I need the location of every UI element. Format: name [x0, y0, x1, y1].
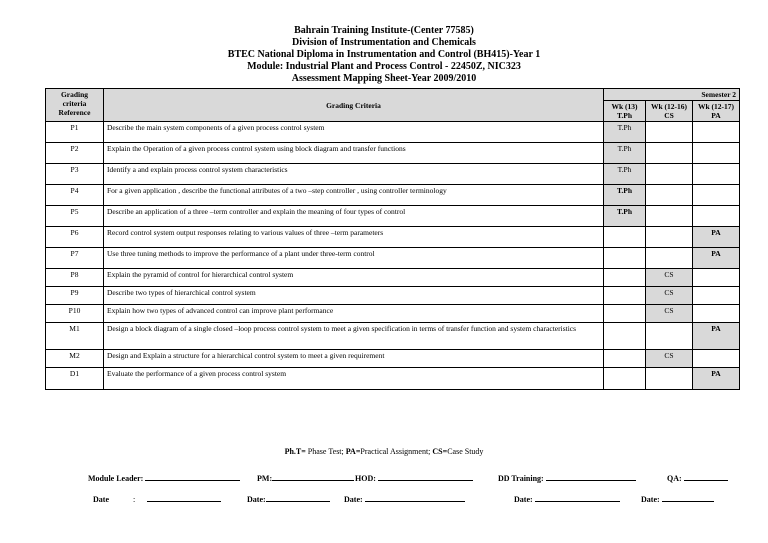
week-header-3: Wk (12-17) PA	[693, 101, 740, 122]
criteria-ref: P7	[46, 248, 104, 269]
week-cell-1	[604, 248, 646, 269]
semester-header: Semester 2	[604, 89, 740, 101]
dd-training-signature	[498, 472, 636, 483]
pm-line	[272, 472, 354, 481]
criteria-text: Use three tuning methods to improve the performance of a plant under three-term control	[104, 248, 604, 269]
week-cell-3	[693, 206, 740, 227]
pm-signature	[257, 472, 354, 483]
legend-val-practical: Practical Assignment;	[360, 447, 431, 456]
grading-reference-header: Grading criteria Reference	[46, 89, 104, 122]
diploma-title: BTEC National Diploma in Instrumentation and Control (BH415)-Year 1	[227, 49, 541, 60]
dd-training-label: DD Training:	[498, 474, 544, 483]
table-row	[46, 185, 740, 206]
week-cell-2	[646, 206, 693, 227]
criteria-ref: P10	[46, 305, 104, 323]
criteria-ref: P2	[46, 143, 104, 164]
legend-val-case-study: Case Study	[447, 447, 484, 456]
week-cell-3	[693, 269, 740, 287]
criteria-text: Design and Explain a structure for a hierarchical control system to meet a given requirement	[104, 350, 604, 368]
week-cell-2: CS	[646, 287, 693, 305]
week-cell-2	[646, 323, 693, 350]
dd-training-line	[546, 472, 636, 481]
week-cell-3	[693, 185, 740, 206]
grading-criteria-header: Grading Criteria	[104, 89, 604, 122]
criteria-text: Design a block diagram of a single closed –loop process control system to meet a given specification in terms of transfer function and system characteristics	[104, 323, 604, 350]
legend-key-phase-test: Ph.T=	[284, 447, 306, 456]
document-header	[0, 25, 768, 85]
date-3-label: Date:	[344, 495, 363, 504]
pm-label: PM:	[257, 474, 273, 483]
criteria-ref: P5	[46, 206, 104, 227]
date-1	[93, 493, 221, 504]
week-cell-1	[604, 368, 646, 390]
week-cell-2	[646, 185, 693, 206]
week-cell-3: PA	[693, 227, 740, 248]
week-cell-2: CS	[646, 269, 693, 287]
hod-signature	[355, 472, 473, 483]
sheet-title: Assessment Mapping Sheet-Year 2009/2010	[291, 73, 477, 84]
criteria-ref: P9	[46, 287, 104, 305]
criteria-text: Describe the main system components of a given process control system	[104, 122, 604, 143]
week-cell-3	[693, 305, 740, 323]
hod-label: HOD:	[355, 474, 376, 483]
table-row	[46, 206, 740, 227]
week-cell-1	[604, 323, 646, 350]
module-title: Module: Industrial Plant and Process Control - 22450Z, NIC323	[247, 61, 521, 72]
date-1-label: Date	[93, 495, 109, 504]
module-leader-line	[145, 472, 240, 481]
table-row	[46, 287, 740, 305]
table-row	[46, 323, 740, 350]
institute-title: Bahrain Training Institute-(Center 77585)	[294, 25, 474, 36]
criteria-text: Describe an application of a three –term controller and explain the meaning of four types of control	[104, 206, 604, 227]
criteria-text: Identify a and explain process control system characteristics	[104, 164, 604, 185]
week-header-1: Wk (13) T.Ph	[604, 101, 646, 122]
assessment-mapping-table	[45, 88, 740, 390]
week-cell-1	[604, 287, 646, 305]
legend-key-practical: PA=	[343, 447, 361, 456]
week-cell-1: T.Ph	[604, 122, 646, 143]
qa-line	[684, 472, 728, 481]
legend	[0, 447, 768, 456]
criteria-ref: P3	[46, 164, 104, 185]
table-row	[46, 227, 740, 248]
week-cell-1	[604, 350, 646, 368]
week-cell-3: PA	[693, 323, 740, 350]
table-row	[46, 305, 740, 323]
date-2	[247, 493, 330, 504]
date-5-label: Date:	[641, 495, 660, 504]
legend-key-case-study: CS=	[430, 447, 448, 456]
week-cell-3: PA	[693, 248, 740, 269]
week-cell-3	[693, 122, 740, 143]
criteria-ref: M1	[46, 323, 104, 350]
week-cell-3: PA	[693, 368, 740, 390]
week-cell-2	[646, 122, 693, 143]
criteria-text: Explain how two types of advanced control can improve plant performance	[104, 305, 604, 323]
week-cell-1: T.Ph	[604, 143, 646, 164]
week-cell-2	[646, 227, 693, 248]
week-cell-1: T.Ph	[604, 185, 646, 206]
table-row	[46, 248, 740, 269]
week-cell-2	[646, 368, 693, 390]
criteria-text: Explain the Operation of a given process control system using block diagram and transfer functions	[104, 143, 604, 164]
criteria-text: Describe two types of hierarchical control system	[104, 287, 604, 305]
qa-signature	[667, 472, 728, 483]
week-cell-2	[646, 248, 693, 269]
week-cell-1	[604, 305, 646, 323]
date-4-label: Date:	[514, 495, 533, 504]
module-leader-label: Module Leader:	[88, 474, 144, 483]
week-cell-1	[604, 227, 646, 248]
date-2-label: Date:	[247, 495, 266, 504]
criteria-ref: D1	[46, 368, 104, 390]
criteria-text: Explain the pyramid of control for hierarchical control system	[104, 269, 604, 287]
week-cell-2: CS	[646, 350, 693, 368]
table-row	[46, 368, 740, 390]
week-cell-3	[693, 350, 740, 368]
date-5	[641, 493, 714, 504]
module-leader-signature	[88, 472, 240, 483]
week-cell-3	[693, 287, 740, 305]
week-cell-1	[604, 269, 646, 287]
week-header-2: Wk (12-16) CS	[646, 101, 693, 122]
criteria-ref: M2	[46, 350, 104, 368]
date-2-line	[266, 493, 330, 502]
date-3	[344, 493, 465, 504]
criteria-text: For a given application , describe the functional attributes of a two –step controller , using controller terminology	[104, 185, 604, 206]
week-cell-1: T.Ph	[604, 206, 646, 227]
date-4-line	[535, 493, 620, 502]
hod-line	[378, 472, 473, 481]
week-cell-2	[646, 164, 693, 185]
criteria-text: Record control system output responses relating to various values of three –term parameters	[104, 227, 604, 248]
criteria-ref: P8	[46, 269, 104, 287]
date-5-line	[662, 493, 714, 502]
date-3-line	[365, 493, 465, 502]
table-row	[46, 143, 740, 164]
legend-val-phase-test: Phase Test;	[305, 447, 344, 456]
week-cell-3	[693, 143, 740, 164]
division-title: Division of Instrumentation and Chemicals	[292, 37, 476, 48]
date-4	[514, 493, 620, 504]
week-cell-2	[646, 143, 693, 164]
table-row	[46, 122, 740, 143]
table-row	[46, 164, 740, 185]
week-cell-3	[693, 164, 740, 185]
date-1-line	[147, 493, 221, 502]
date-1-colon: :	[133, 495, 136, 504]
qa-label: QA:	[667, 474, 682, 483]
criteria-ref: P4	[46, 185, 104, 206]
week-cell-2: CS	[646, 305, 693, 323]
table-row	[46, 269, 740, 287]
week-cell-1: T.Ph	[604, 164, 646, 185]
table-row	[46, 350, 740, 368]
criteria-ref: P6	[46, 227, 104, 248]
criteria-text: Evaluate the performance of a given process control system	[104, 368, 604, 390]
criteria-ref: P1	[46, 122, 104, 143]
